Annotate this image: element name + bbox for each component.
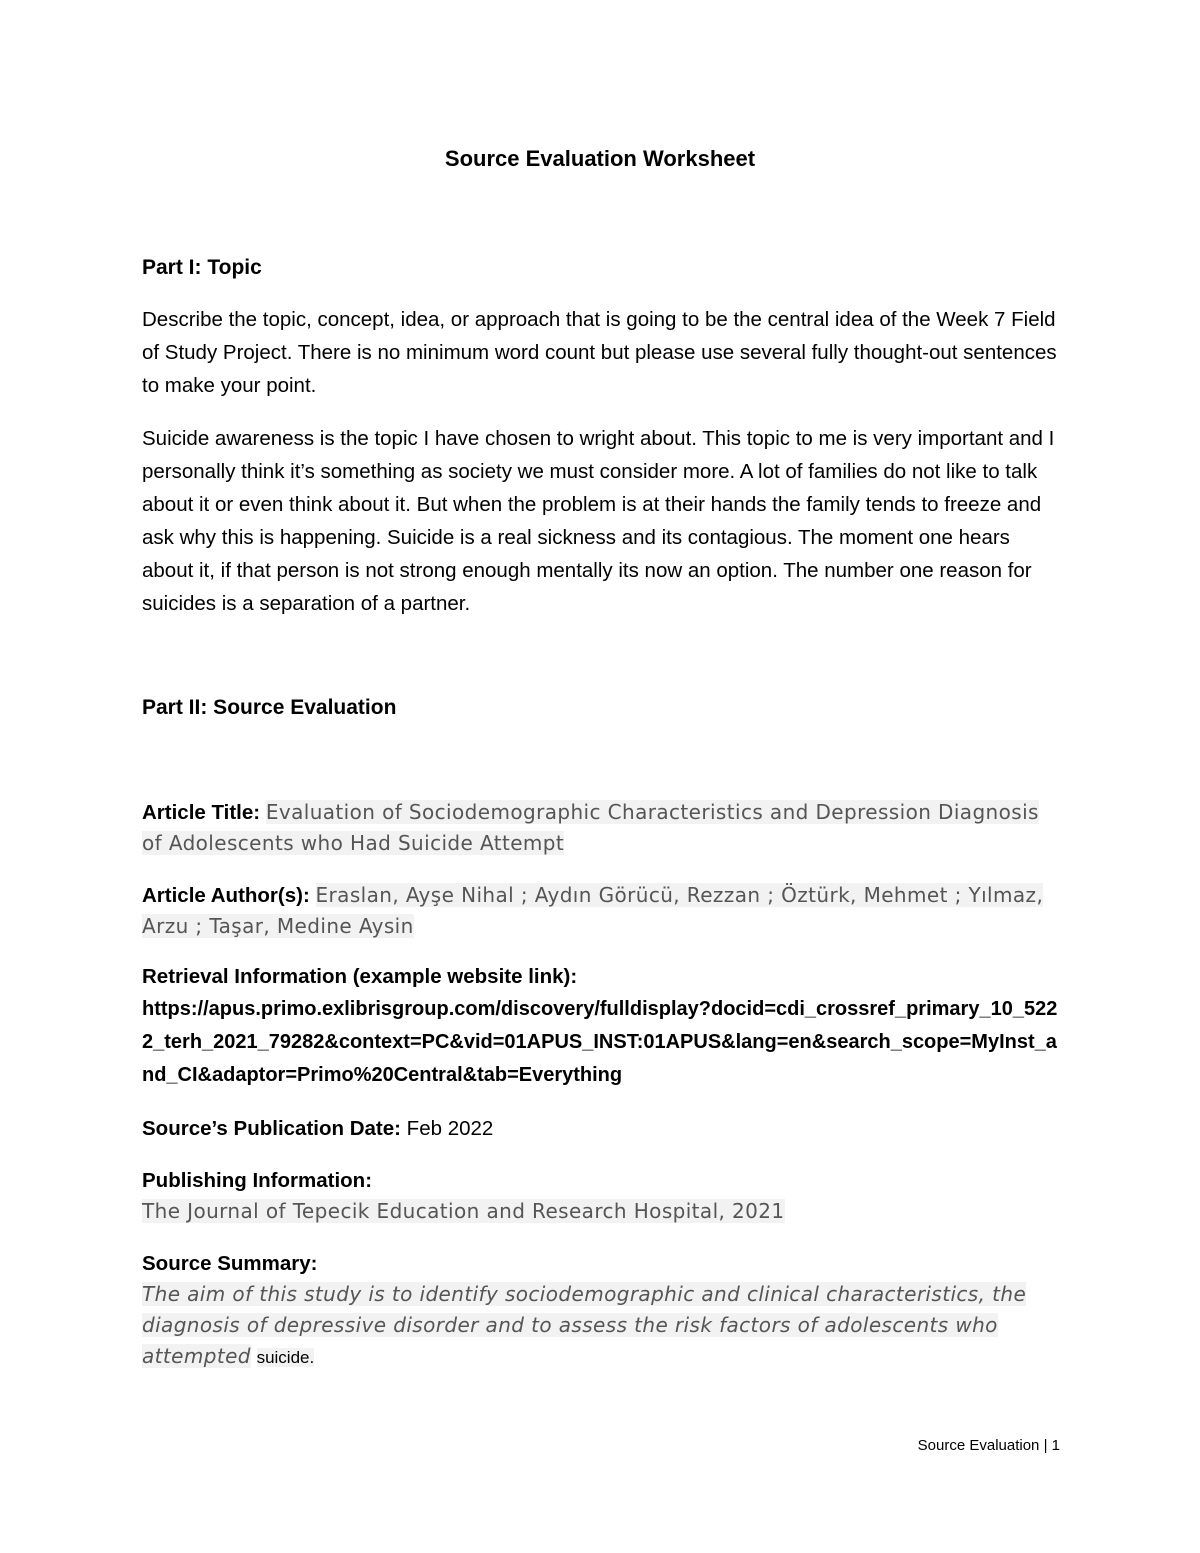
source-summary-suffix: suicide. xyxy=(256,1348,315,1367)
part1-response: Suicide awareness is the topic I have chosen to wright about. This topic to me is very important and I personally think it’s something as society we must consider more. A lot of families do not like to talk about it or even think about it. But when the problem is at their hands the family tends to freeze and ask why this is happening. Suicide is a real sickness and its contagious. The moment one hears about it, if that person is not strong enough mentally its now an option. The number one reason for suicides is a separation of a partner. xyxy=(142,427,1055,615)
article-authors-label: Article Author(s): xyxy=(142,884,310,907)
source-summary-value: The aim of this study is to identify sociodemographic and clinical characteristics, the diagnosis of depressive disorder and to assess the risk factors of adolescents who attempted xyxy=(142,1282,1027,1368)
publication-date-field xyxy=(142,1113,1062,1144)
publication-date-value: Feb 2022 xyxy=(406,1117,494,1140)
footer-label: Source Evaluation xyxy=(917,1437,1040,1454)
page-footer xyxy=(918,1436,1060,1456)
retrieval-field xyxy=(142,960,1062,1092)
retrieval-url: https://apus.primo.exlibrisgroup.com/discovery/fulldisplay?docid=cdi_crossref_primary_10_5222_terh_2021_79282&context=PC&vid=01APUS_INST:01APUS&lang=en&search_scope=MyInst_and_CI&adaptor=Primo%20Central&tab=Everything xyxy=(142,998,1058,1086)
footer-page-number: 1 xyxy=(1051,1437,1060,1454)
publishing-info-label: Publishing Information: xyxy=(142,1169,373,1192)
article-title-field xyxy=(142,797,1062,859)
publishing-info-value: The Journal of Tepecik Education and Research Hospital, 2021 xyxy=(142,1199,785,1223)
footer-separator: | xyxy=(1043,1437,1048,1454)
part1-prompt: Describe the topic, concept, idea, or approach that is going to be the central idea of the Week 7 Field of Study Project. There is no minimum word count but please use several fully thought-out sentences to make your point. xyxy=(142,308,1057,397)
publishing-info-field xyxy=(142,1166,1062,1227)
source-summary-label: Source Summary: xyxy=(142,1252,318,1275)
part1-heading: Part I: Topic xyxy=(142,256,262,279)
publication-date-label: Source’s Publication Date: xyxy=(142,1117,401,1140)
retrieval-label: Retrieval Information (example website link): xyxy=(142,965,578,988)
page-title: Source Evaluation Worksheet xyxy=(444,146,756,171)
part2-heading: Part II: Source Evaluation xyxy=(142,696,397,719)
article-title-label: Article Title: xyxy=(142,801,261,824)
article-authors-field xyxy=(142,880,1062,942)
article-title-value: Evaluation of Sociodemographic Characteristics and Depression Diagnosis of Adolescents who Had Suicide Attempt xyxy=(142,800,1039,855)
article-authors-value: Eraslan, Ayşe Nihal ; Aydın Görücü, Rezzan ; Öztürk, Mehmet ; Yılmaz, Arzu ; Taşar, Medine Aysin xyxy=(142,883,1044,938)
source-summary-field xyxy=(142,1249,1062,1373)
